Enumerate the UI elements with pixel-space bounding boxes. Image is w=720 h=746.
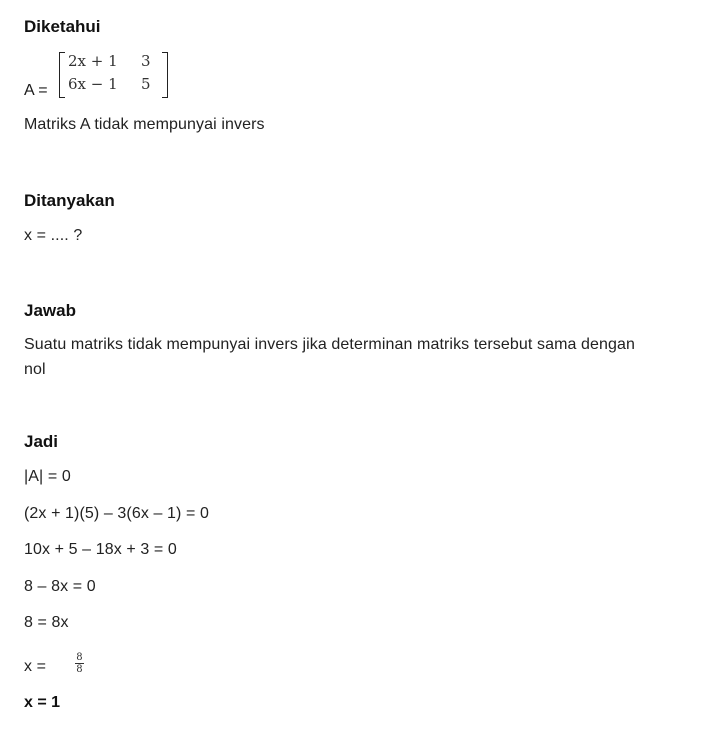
step-5: 8 = 8x bbox=[24, 614, 69, 631]
step-3: 10x + 5 – 18x + 3 = 0 bbox=[24, 541, 177, 558]
asked-question: x = .... ? bbox=[24, 227, 83, 244]
final-result: x = 1 bbox=[24, 694, 61, 711]
fraction-denominator: 8 bbox=[76, 664, 83, 675]
step-1: |A| = 0 bbox=[24, 468, 71, 485]
fraction bbox=[75, 652, 84, 675]
matrix-bracket-left bbox=[59, 52, 65, 98]
given-heading: Diketahui bbox=[24, 17, 101, 36]
asked-heading: Ditanyakan bbox=[24, 191, 115, 210]
answer-explanation-line1: Suatu matriks tidak mempunyai invers jika determinan matriks tersebut sama dengan bbox=[24, 336, 636, 353]
fraction-numerator: 8 bbox=[76, 652, 83, 663]
matrix-cell-2-2: 5 bbox=[141, 75, 151, 93]
conclusion-heading: Jadi bbox=[24, 432, 59, 451]
answer-explanation-line2: nol bbox=[24, 361, 46, 378]
matrix-bracket-right bbox=[162, 52, 168, 98]
matrix-a bbox=[24, 50, 224, 100]
step-fraction bbox=[24, 652, 104, 678]
matrix-cell-2-1: 6x − 1 bbox=[68, 75, 118, 93]
matrix-prefix: A = bbox=[24, 82, 48, 99]
step-2: (2x + 1)(5) – 3(6x – 1) = 0 bbox=[24, 505, 210, 522]
given-statement: Matriks A tidak mempunyai invers bbox=[24, 116, 265, 133]
matrix-cell-1-1: 2x + 1 bbox=[68, 52, 118, 70]
matrix-cell-1-2: 3 bbox=[141, 52, 151, 70]
step-4: 8 – 8x = 0 bbox=[24, 578, 96, 595]
answer-heading: Jawab bbox=[24, 301, 76, 320]
fraction-prefix: x = bbox=[24, 658, 47, 675]
